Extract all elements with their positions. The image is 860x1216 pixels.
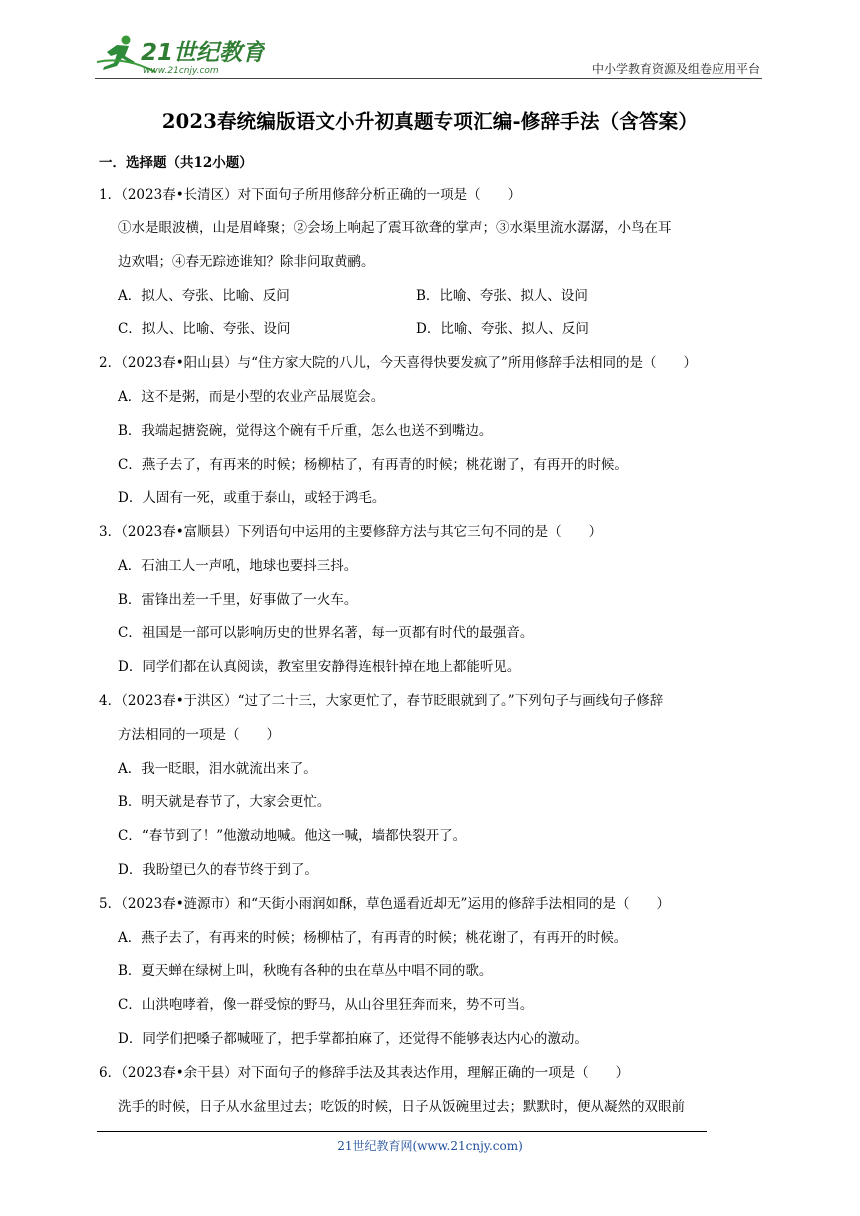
question-1-option-a: A．拟人、夸张、比喻、反问 <box>118 288 290 304</box>
question-4-stem: 4．（2023春•于洪区）“过了二十三，大家更忙了，春节眨眼就到了。”下列句子与画线句子修辞 <box>99 693 664 709</box>
question-2-option-d: D．人固有一死，或重于泰山，或轻于鸿毛。 <box>118 490 386 506</box>
question-3-option-c: C．祖国是一部可以影响历史的世界名著，每一页都有时代的最强音。 <box>118 625 534 641</box>
header-divider <box>95 78 762 79</box>
question-1-option-d: D．比喻、夸张、拟人、反问 <box>416 321 589 337</box>
question-3-option-d: D．同学们都在认真阅读，教室里安静得连根针掉在地上都能听见。 <box>118 659 521 675</box>
question-4-option-b: B．明天就是春节了，大家会更忙。 <box>118 794 331 810</box>
question-1-stem: 1．（2023春•长清区）对下面句子所用修辞分析正确的一项是（ ） <box>99 187 522 203</box>
question-4-stem-continued: 方法相同的一项是（ ） <box>118 727 280 743</box>
logo-text: 21世纪教育 <box>141 40 265 66</box>
question-4-option-a: A．我一眨眼，泪水就流出来了。 <box>118 761 317 777</box>
question-2-option-c: C．燕子去了，有再来的时候；杨柳枯了，有再青的时候；桃花谢了，有再开的时候。 <box>118 457 628 473</box>
question-2-stem: 2．（2023春•阳山县）与“住方家大院的八儿，今天喜得快要发疯了”所用修辞手法相同的是（ ） <box>99 355 697 371</box>
logo-url: www.21cnjy.com <box>143 66 219 76</box>
platform-name: 中小学教育资源及组卷应用平台 <box>591 62 760 76</box>
runner-logo-icon <box>95 32 265 76</box>
question-1-text-line-2: 边欢唱；④春无踪迹谁知？除非问取黄鹂。 <box>118 254 375 270</box>
question-5-option-b: B．夏天蝉在绿树上叫，秋晚有各种的虫在草丛中唱不同的歌。 <box>118 963 493 979</box>
question-3-stem: 3．（2023春•富顺县）下列语句中运用的主要修辞方法与其它三句不同的是（ ） <box>99 524 603 540</box>
site-logo[interactable] <box>95 32 265 76</box>
question-1-option-c: C．拟人、比喻、夸张、设问 <box>118 321 291 337</box>
question-1-option-b: B．比喻、夸张、拟人、设问 <box>416 288 588 304</box>
question-3-option-b: B．雷锋出差一千里，好事做了一火车。 <box>118 592 358 608</box>
section-heading: 一．选择题（共12小题） <box>99 155 253 171</box>
question-5-option-c: C．山洪咆哮着，像一群受惊的野马，从山谷里狂奔而来，势不可当。 <box>118 997 534 1013</box>
question-5-option-a: A．燕子去了，有再来的时候；杨柳枯了，有再青的时候；桃花谢了，有再开的时候。 <box>118 930 628 946</box>
question-4-option-d: D．我盼望已久的春节终于到了。 <box>118 862 318 878</box>
question-6-stem: 6．（2023春•余干县）对下面句子的修辞手法及其表达作用，理解正确的一项是（ ） <box>99 1065 630 1081</box>
question-6-text-line-1: 洗手的时候，日子从水盆里过去；吃饭的时候，日子从饭碗里过去；默默时，便从凝然的双眼前 <box>118 1099 685 1115</box>
page-header <box>95 30 760 80</box>
question-5-option-d: D．同学们把嗓子都喊哑了，把手掌都拍麻了，还觉得不能够表达内心的激动。 <box>118 1031 588 1047</box>
page-title: 2023春统编版语文小升初真题专项汇编-修辞手法（含答案） <box>161 110 699 133</box>
question-2-option-a: A．这不是粥，而是小型的农业产品展览会。 <box>118 389 385 405</box>
footer-link[interactable]: 21世纪教育网(www.21cnjy.com) <box>337 1139 523 1153</box>
question-1-text-line-1: ①水是眼波横，山是眉峰聚；②会场上响起了震耳欲聋的掌声；③水渠里流水潺潺，小鸟在耳 <box>118 220 672 236</box>
question-2-option-b: B．我端起搪瓷碗，觉得这个碗有千斤重，怎么也送不到嘴边。 <box>118 423 493 439</box>
question-5-stem: 5．（2023春•涟源市）和“天街小雨润如酥，草色遥看近却无”运用的修辞手法相同的是（ ） <box>99 896 670 912</box>
question-3-option-a: A．石油工人一声吼，地球也要抖三抖。 <box>118 558 358 574</box>
question-4-option-c: C．“春节到了！”他激动地喊。他这一喊，墙都快裂开了。 <box>118 828 467 844</box>
footer-divider <box>97 1131 707 1132</box>
